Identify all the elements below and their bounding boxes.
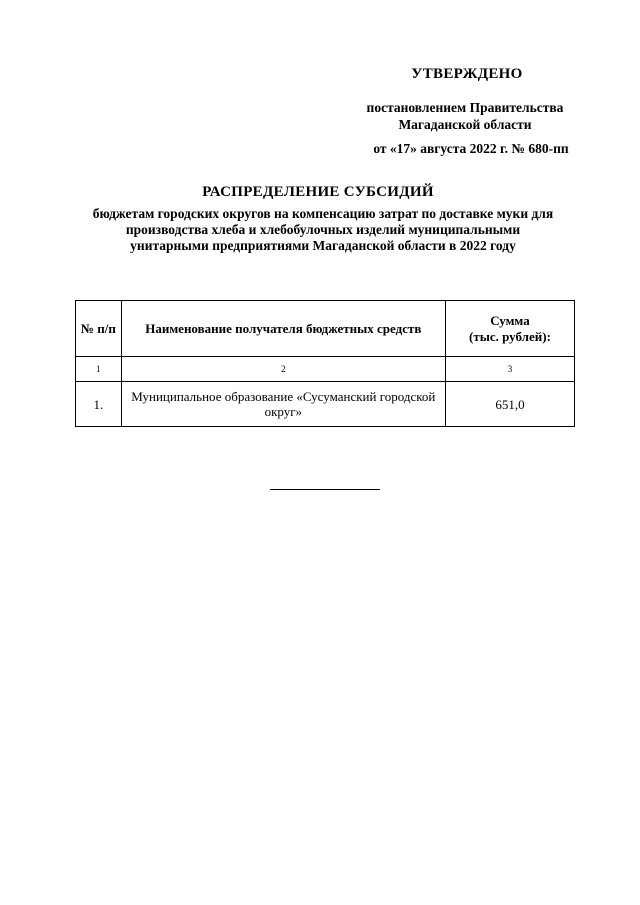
approval-date: от «17» августа 2022 г. № 680-пп bbox=[373, 141, 569, 156]
row-sum: 651,0 bbox=[445, 382, 574, 427]
subsidy-table bbox=[75, 300, 575, 427]
header-num: № п/п bbox=[76, 301, 122, 357]
row-recipient: Муниципальное образование «Сусуманский городской округ» bbox=[121, 382, 445, 427]
document-title: РАСПРЕДЕЛЕНИЕ СУБСИДИЙ bbox=[202, 184, 434, 200]
header-sum-line2: (тыс. рублей): bbox=[468, 328, 551, 344]
header-sum bbox=[445, 301, 574, 357]
header-sum-line1: Сумма bbox=[490, 312, 530, 328]
approval-line-1: постановлением Правительства bbox=[366, 100, 564, 115]
header-name: Наименование получателя бюджетных средств bbox=[121, 301, 445, 357]
closing-rule bbox=[270, 489, 380, 490]
approval-title: УТВЕРЖДЕНО bbox=[411, 66, 523, 82]
index-cell: 2 bbox=[121, 357, 445, 382]
approval-line-2: Магаданской области bbox=[398, 117, 532, 132]
approval-block bbox=[320, 66, 610, 157]
document-subtitle: бюджетам городских округов на компенсацию затрат по доставке муки для производства хлеба и хлебобулочных изделий муниципальными унитарными предприятиями Магаданской области в 2022 году bbox=[92, 206, 554, 253]
table-index-row bbox=[76, 357, 575, 382]
index-cell: 1 bbox=[76, 357, 122, 382]
table-header-row bbox=[76, 301, 575, 357]
table-row bbox=[76, 382, 575, 427]
index-cell: 3 bbox=[445, 357, 574, 382]
row-num: 1. bbox=[76, 382, 122, 427]
